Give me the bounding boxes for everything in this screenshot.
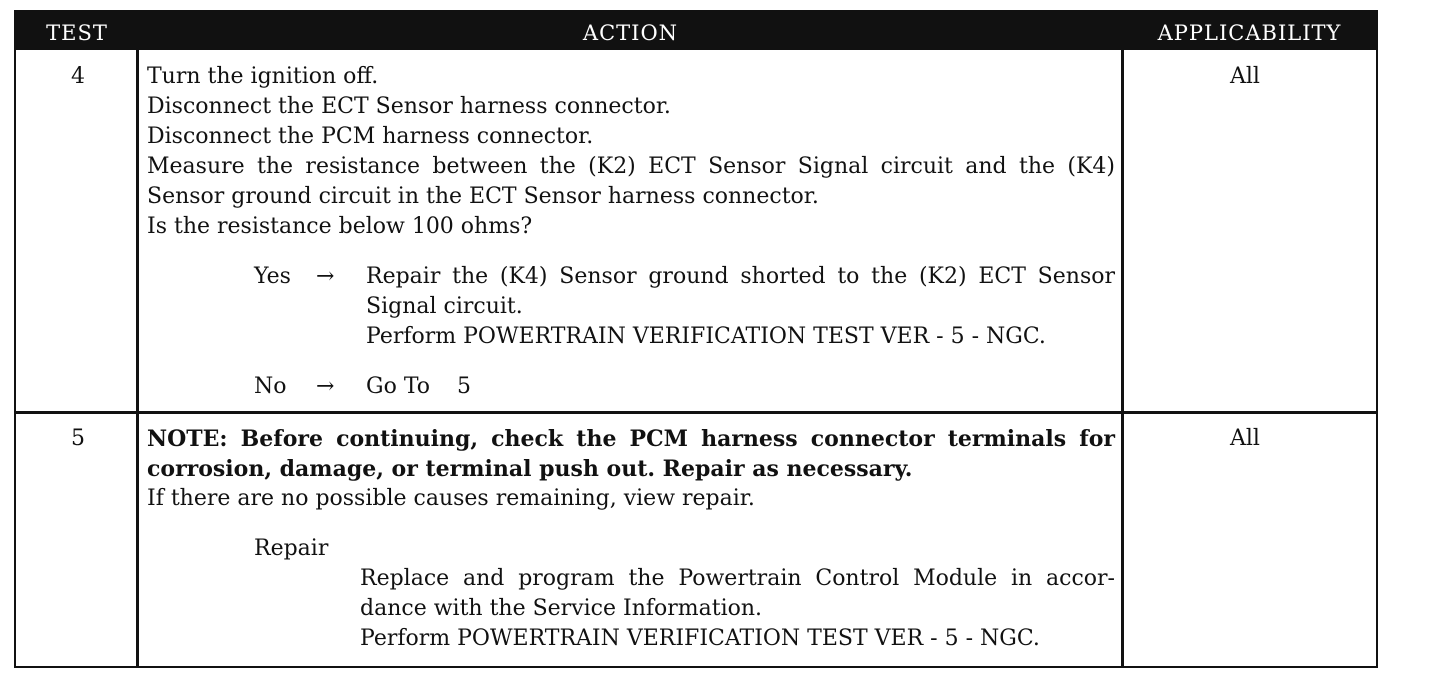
table-header xyxy=(16,12,1376,50)
header-test: TEST xyxy=(46,21,108,45)
test-number: 4 xyxy=(71,64,85,89)
arrow-icon: → xyxy=(316,264,335,289)
row-divider xyxy=(16,411,1376,414)
yes-label: Yes xyxy=(254,264,291,289)
step-line: Disconnect the ECT Sensor harness connector. xyxy=(147,94,671,119)
goto-target: 5 xyxy=(457,374,471,399)
header-action: ACTION xyxy=(582,21,679,45)
test-number: 5 xyxy=(71,426,85,451)
note-line: corrosion, damage, or terminal push out. Repair as necessary. xyxy=(147,456,913,482)
step-line: Turn the ignition off. xyxy=(147,64,379,89)
repair-label: Repair xyxy=(254,536,329,561)
yes-action-line: Repair the (K4) Sensor ground shorted to the (K2) ECT Sensor xyxy=(366,264,1115,289)
info-line: If there are no possible causes remaining, view repair. xyxy=(147,486,755,511)
header-applicability: APPLICABILITY xyxy=(1157,21,1342,45)
column-divider xyxy=(1121,50,1124,668)
column-divider xyxy=(136,50,139,668)
arrow-icon: → xyxy=(316,374,335,399)
repair-line: Replace and program the Powertrain Control Module in accor- xyxy=(360,566,1115,591)
goto-text: Go To xyxy=(366,374,431,399)
yes-action-line: Perform POWERTRAIN VERIFICATION TEST VER - 5 - NGC. xyxy=(366,324,1046,349)
step-line: Measure the resistance between the (K2) ECT Sensor Signal circuit and the (K4) xyxy=(147,154,1115,179)
step-line: Disconnect the PCM harness connector. xyxy=(147,124,594,149)
applicability-value: All xyxy=(1230,426,1260,451)
no-label: No xyxy=(254,374,287,399)
diagnostic-table xyxy=(14,10,1378,668)
repair-line: dance with the Service Information. xyxy=(360,596,763,621)
step-line: Sensor ground circuit in the ECT Sensor harness connector. xyxy=(147,184,819,209)
repair-line: Perform POWERTRAIN VERIFICATION TEST VER - 5 - NGC. xyxy=(360,626,1040,651)
applicability-value: All xyxy=(1230,64,1260,89)
note-line: NOTE: Before continuing, check the PCM harness connector terminals for xyxy=(147,426,1115,452)
question-line: Is the resistance below 100 ohms? xyxy=(147,214,533,239)
yes-action-line: Signal circuit. xyxy=(366,294,523,319)
